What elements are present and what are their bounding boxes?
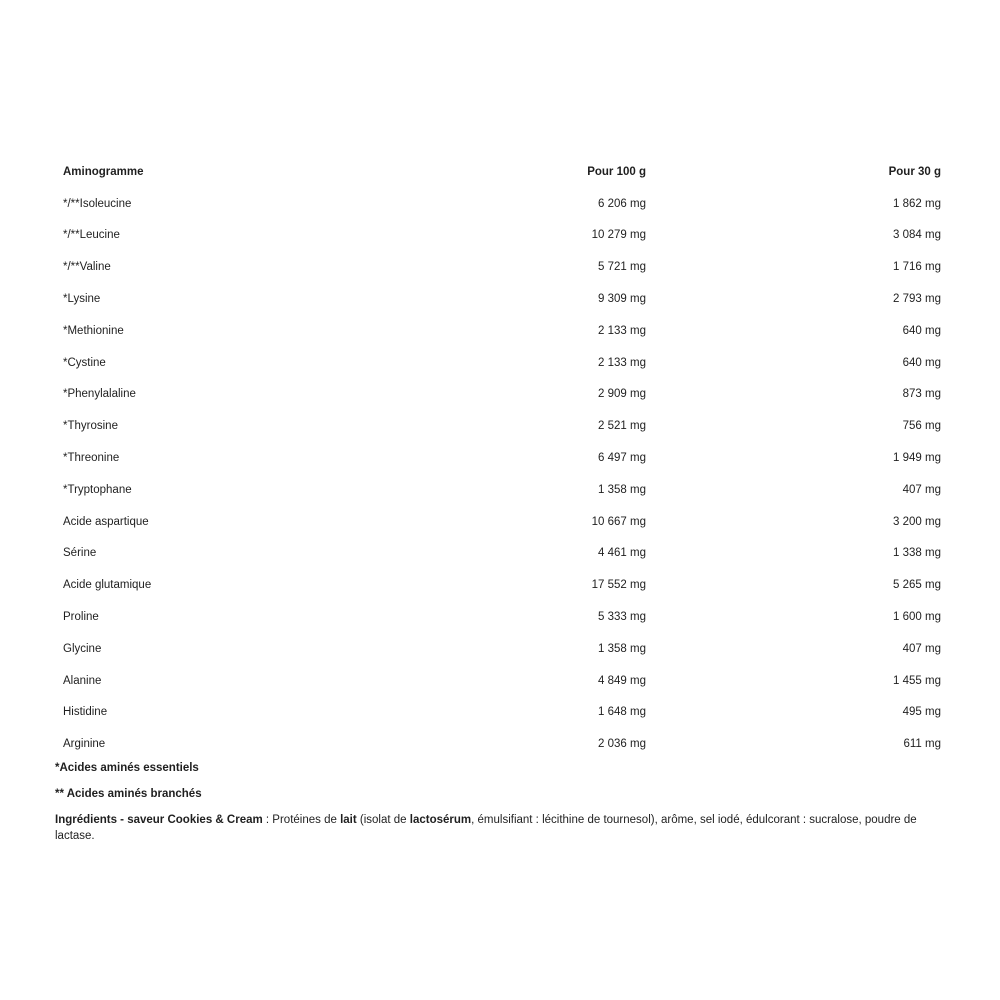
cell-per-100g: 1 358 mg: [598, 483, 646, 496]
table-row: [55, 665, 943, 697]
cell-per-30g: 1 455 mg: [893, 674, 941, 687]
cell-per-100g: 1 648 mg: [598, 706, 646, 719]
note-branched: ** Acides aminés branchés: [55, 788, 202, 800]
cell-per-100g: 2 133 mg: [598, 324, 646, 337]
table-row: [55, 315, 943, 347]
cell-per-100g: 5 721 mg: [598, 261, 646, 274]
table-body: [55, 188, 943, 760]
header-aminogramme: Aminogramme: [63, 165, 144, 178]
cell-amino-acid: Histidine: [63, 706, 108, 719]
cell-per-30g: 640 mg: [902, 356, 941, 369]
cell-per-30g: 1 862 mg: [893, 197, 941, 210]
cell-amino-acid: Arginine: [63, 738, 106, 751]
table-row: [55, 474, 943, 506]
cell-per-100g: 1 358 mg: [598, 642, 646, 655]
cell-amino-acid: Glycine: [63, 642, 102, 655]
header-pour-30g: Pour 30 g: [888, 165, 941, 178]
cell-per-30g: 873 mg: [902, 388, 941, 401]
cell-amino-acid: *Phenylalaline: [63, 388, 136, 401]
ingredients-label: Ingrédients - saveur Cookies & Cream: [55, 814, 263, 826]
cell-amino-acid: Proline: [63, 611, 99, 624]
table-row: [55, 506, 943, 538]
table-row: [55, 410, 943, 442]
cell-amino-acid: *Lysine: [63, 293, 101, 306]
cell-per-30g: 407 mg: [902, 642, 941, 655]
table-row: [55, 728, 943, 760]
table-row: [55, 601, 943, 633]
cell-amino-acid: Alanine: [63, 674, 102, 687]
table-header-row: [55, 156, 943, 188]
cell-per-100g: 6 206 mg: [598, 197, 646, 210]
cell-per-30g: 1 338 mg: [893, 547, 941, 560]
cell-amino-acid: *Methionine: [63, 324, 124, 337]
cell-amino-acid: *Thyrosine: [63, 420, 118, 433]
ingredients-part-2: (isolat de: [356, 814, 410, 826]
note-essential: *Acides aminés essentiels: [55, 762, 199, 774]
header-pour-100g: Pour 100 g: [587, 165, 646, 178]
ingredients-part-3: , émulsifiant : lécithine de tournesol), arôme, sel iodé, édulcorant : sucralose, poudre de lactase.: [55, 814, 917, 842]
footnotes: [55, 760, 940, 844]
table-row: [55, 697, 943, 729]
cell-per-100g: 10 279 mg: [591, 229, 646, 242]
cell-amino-acid: Acide aspartique: [63, 515, 149, 528]
ingredients-part-1: : Protéines de: [262, 814, 341, 826]
cell-per-100g: 9 309 mg: [598, 293, 646, 306]
cell-per-100g: 2 521 mg: [598, 420, 646, 433]
cell-per-100g: 2 036 mg: [598, 738, 646, 751]
cell-per-30g: 5 265 mg: [893, 579, 941, 592]
cell-per-100g: 10 667 mg: [591, 515, 646, 528]
cell-amino-acid: *Tryptophane: [63, 483, 132, 496]
cell-per-100g: 2 133 mg: [598, 356, 646, 369]
ingredients-text: [55, 812, 940, 844]
cell-per-30g: 756 mg: [902, 420, 941, 433]
table-row: [55, 283, 943, 315]
cell-per-30g: 407 mg: [902, 483, 941, 496]
cell-per-100g: 5 333 mg: [598, 611, 646, 624]
table-row: [55, 442, 943, 474]
cell-amino-acid: */**Valine: [63, 261, 111, 274]
ingredient-whey: lactosérum: [409, 814, 472, 826]
cell-amino-acid: Acide glutamique: [63, 579, 152, 592]
table-row: [55, 220, 943, 252]
cell-per-30g: 3 200 mg: [893, 515, 941, 528]
cell-per-30g: 495 mg: [902, 706, 941, 719]
aminogram-table: [55, 156, 943, 760]
table-row: [55, 538, 943, 570]
cell-amino-acid: */**Leucine: [63, 229, 120, 242]
cell-per-30g: 3 084 mg: [893, 229, 941, 242]
cell-amino-acid: *Threonine: [63, 452, 120, 465]
table-row: [55, 188, 943, 220]
table-row: [55, 347, 943, 379]
cell-amino-acid: *Cystine: [63, 356, 106, 369]
cell-per-100g: 4 849 mg: [598, 674, 646, 687]
cell-per-30g: 611 mg: [903, 738, 941, 751]
cell-per-30g: 1 716 mg: [893, 261, 941, 274]
cell-per-100g: 17 552 mg: [591, 579, 646, 592]
cell-amino-acid: Sérine: [63, 547, 97, 560]
table-row: [55, 251, 943, 283]
ingredient-milk: lait: [340, 814, 357, 826]
cell-amino-acid: */**Isoleucine: [63, 197, 132, 210]
cell-per-100g: 4 461 mg: [598, 547, 646, 560]
table-row: [55, 569, 943, 601]
table-row: [55, 379, 943, 411]
cell-per-100g: 6 497 mg: [598, 452, 646, 465]
cell-per-30g: 2 793 mg: [893, 293, 941, 306]
table-row: [55, 633, 943, 665]
cell-per-30g: 1 949 mg: [893, 452, 941, 465]
cell-per-30g: 1 600 mg: [893, 611, 941, 624]
cell-per-30g: 640 mg: [902, 324, 941, 337]
cell-per-100g: 2 909 mg: [598, 388, 646, 401]
